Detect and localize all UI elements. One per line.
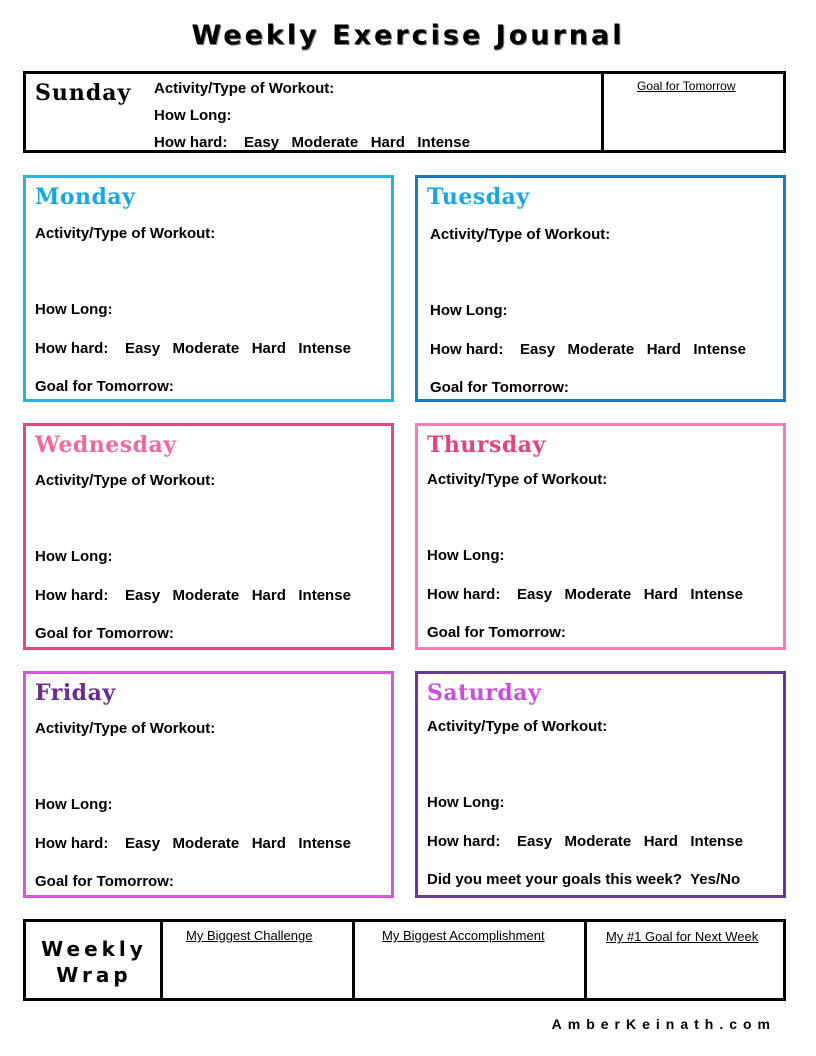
footer-website: AmberKeinath.com [551,1016,776,1032]
weekly-wrap-box [23,919,786,1001]
page-title: Weekly Exercise Journal [191,20,625,51]
friday-title: Friday [35,680,116,706]
saturday-how-hard-label: How hard: Easy Moderate Hard Intense [427,833,743,850]
saturday-title: Saturday [427,680,542,706]
saturday-how-long-label: How Long: [427,794,505,811]
monday-how-long-label: How Long: [35,301,113,318]
tuesday-how-hard-label: How hard: Easy Moderate Hard Intense [430,341,746,358]
wednesday-activity-label: Activity/Type of Workout: [35,472,216,489]
wednesday-box [23,423,394,650]
friday-goal-label: Goal for Tomorrow: [35,873,174,890]
weekly-wrap-line2: Wrap [56,963,132,987]
wednesday-how-long-label: How Long: [35,548,113,565]
weekly-wrap-label [26,936,162,988]
tuesday-title: Tuesday [427,184,530,210]
saturday-box [415,671,786,898]
monday-title: Monday [35,184,136,210]
monday-goal-label: Goal for Tomorrow: [35,378,174,395]
tuesday-how-long-label: How Long: [430,302,508,319]
biggest-challenge-label: My Biggest Challenge [186,928,313,943]
sunday-goal-label: Goal for Tomorrow [637,79,736,93]
sunday-how-hard-label: How hard: Easy Moderate Hard Intense [154,134,470,151]
wednesday-how-hard-label: How hard: Easy Moderate Hard Intense [35,587,351,604]
wrap-divider-1 [160,922,163,998]
sunday-divider [601,74,604,150]
tuesday-box [415,175,786,402]
thursday-goal-label: Goal for Tomorrow: [427,624,566,641]
friday-how-hard-label: How hard: Easy Moderate Hard Intense [35,835,351,852]
weekly-wrap-line1: Weekly [41,937,147,961]
wrap-divider-2 [352,922,355,998]
sunday-box [23,71,786,153]
monday-how-hard-label: How hard: Easy Moderate Hard Intense [35,340,351,357]
thursday-title: Thursday [427,432,546,458]
sunday-how-long-label: How Long: [154,107,232,124]
wrap-divider-3 [584,922,587,998]
sunday-activity-label: Activity/Type of Workout: [154,80,335,97]
monday-activity-label: Activity/Type of Workout: [35,225,216,242]
next-week-goal-label: My #1 Goal for Next Week [606,929,759,944]
wednesday-title: Wednesday [35,432,177,458]
thursday-how-hard-label: How hard: Easy Moderate Hard Intense [427,586,743,603]
friday-how-long-label: How Long: [35,796,113,813]
tuesday-activity-label: Activity/Type of Workout: [430,226,611,243]
thursday-box [415,423,786,650]
sunday-label: Sunday [35,80,132,106]
saturday-goals-met-label: Did you meet your goals this week? Yes/No [427,871,741,888]
wednesday-goal-label: Goal for Tomorrow: [35,625,174,642]
tuesday-goal-label: Goal for Tomorrow: [430,379,569,396]
thursday-activity-label: Activity/Type of Workout: [427,471,608,488]
thursday-how-long-label: How Long: [427,547,505,564]
monday-box [23,175,394,402]
friday-box [23,671,394,898]
friday-activity-label: Activity/Type of Workout: [35,720,216,737]
saturday-activity-label: Activity/Type of Workout: [427,718,608,735]
biggest-accomplishment-label: My Biggest Accomplishment [382,928,545,943]
